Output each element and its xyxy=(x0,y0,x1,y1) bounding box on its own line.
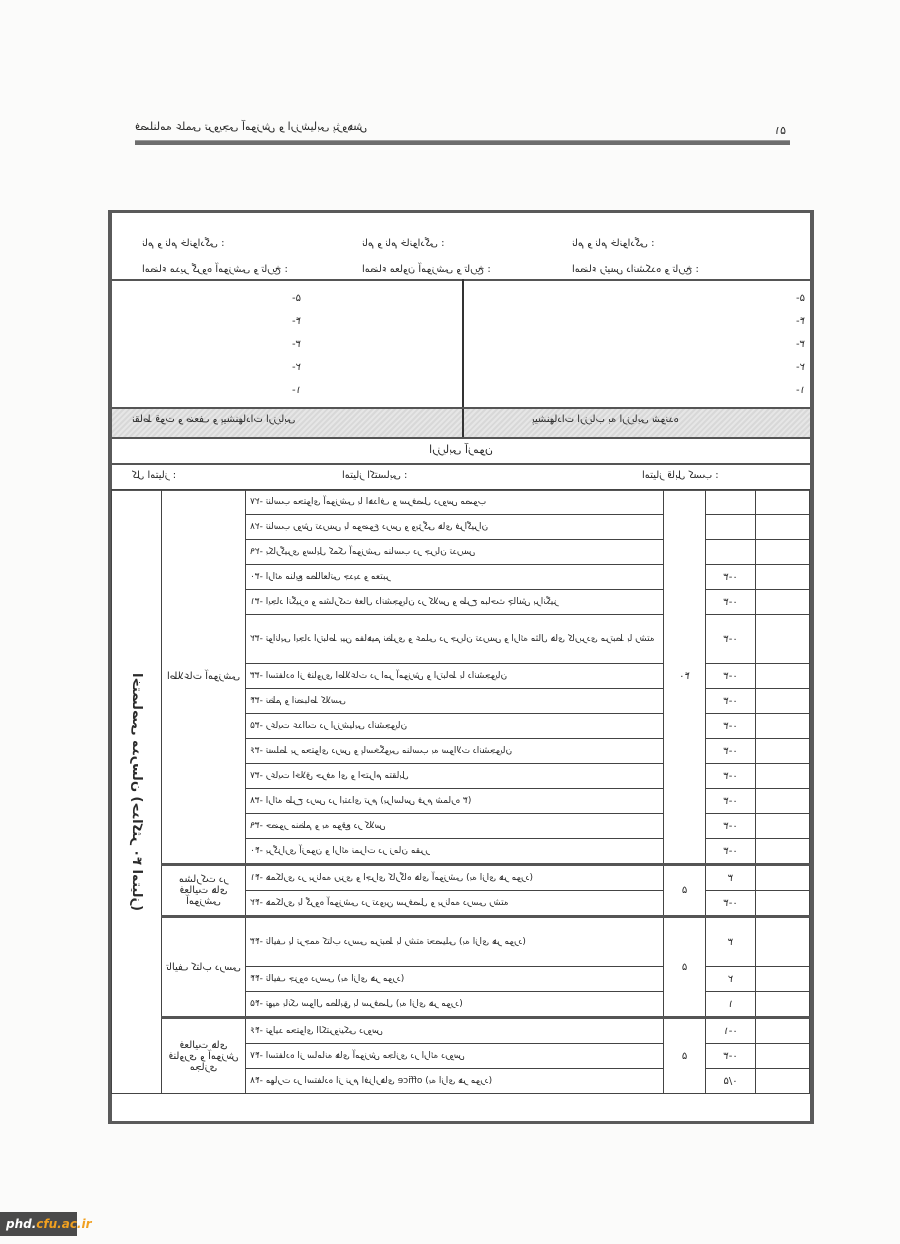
criterion: ۴۳- تالیف یا ترجمه کتاب درسی مرتبط با رشته تحصیلی (به ازای هر مورد) xyxy=(246,917,664,967)
acquired-cell[interactable] xyxy=(756,689,810,714)
line-2: ۲- xyxy=(292,362,301,373)
acquired-cell[interactable] xyxy=(756,891,810,917)
criterion: ۴۸- مهارت در استفاده از نرم افزارهای office (به ازای هر مورد) xyxy=(246,1069,664,1094)
criterion: ۳۳- استفاده از فناوری اطلاعات در امر آموزش و ارتباط با دانشجویان xyxy=(246,664,664,689)
score-cell: ۰-۳ xyxy=(706,714,756,739)
section-total: ۵ xyxy=(664,1018,706,1094)
acquired-cell[interactable] xyxy=(756,615,810,664)
section-total: ۵ xyxy=(664,917,706,1018)
score-cell: ۰-۳ xyxy=(706,615,756,664)
site-watermark xyxy=(0,1212,92,1236)
score-cell: ۰-۳ xyxy=(706,664,756,689)
line-1: ۱- xyxy=(292,385,301,396)
score-cell: ۰-۳ xyxy=(706,1044,756,1069)
category-label xyxy=(162,865,246,917)
watermark-domain: cfu.ac.ir xyxy=(36,1217,92,1231)
journal-title: فصلنامه علمی ترویجی آموزش و ارزشیابی پژوهش xyxy=(135,120,368,133)
acquired-cell[interactable] xyxy=(756,664,810,689)
signature-block xyxy=(112,213,810,281)
table-row xyxy=(112,1018,810,1044)
sign-label: امضاء مدیر گروه آموزشی و تاریخ : xyxy=(142,264,288,275)
criterion: ۲۸- تناسب روش تدریس با موضوع درس و ویژگی های فراگیران xyxy=(246,515,664,540)
acquired-score-label: امتیاز اکتسابی : xyxy=(342,470,408,481)
acquired-cell[interactable] xyxy=(756,490,810,515)
signature-cell-2 xyxy=(362,231,491,283)
score-cell: ۲ xyxy=(706,967,756,992)
acquired-cell[interactable] xyxy=(756,839,810,865)
category-text: مشارکت در فعالیت های آموزشی xyxy=(178,874,229,907)
criterion: ۳۷- رعایت اخلاق حرفه ای و احترام متقابل xyxy=(246,764,664,789)
page-number: ۵۱ xyxy=(774,124,786,137)
signature-cell-1 xyxy=(142,231,288,283)
score-cell: ۰-۱ xyxy=(706,1018,756,1044)
vertical-text: اختصاصی مدرسان (حداکثر ۴۰ امتیاز) xyxy=(129,672,144,911)
criterion: ۴۵- تهیه بانک سوال مطابق با سرفصل (به ازای هر مورد) xyxy=(246,992,664,1018)
category-label xyxy=(162,917,246,1018)
acquired-cell[interactable] xyxy=(756,565,810,590)
score-cell: ۰-۳ xyxy=(706,689,756,714)
score-cell: ۰-۳ xyxy=(706,814,756,839)
acquired-cell[interactable] xyxy=(756,714,810,739)
score-cell xyxy=(706,490,756,515)
score-cell: ۰-۳ xyxy=(706,565,756,590)
score-cell: ۳ xyxy=(706,917,756,967)
criterion: ۳۱- ایجاد انگیزه و مشارکت فعال دانشجویان در کلاس و طرح مباحث چالش برانگیز xyxy=(246,590,664,615)
sign-label: امضاء رئیس دانشکده و تاریخ : xyxy=(572,264,699,275)
criterion: ۳۰- ارائه منابع مطالعاتی جدید و معتبر xyxy=(246,565,664,590)
column-divider xyxy=(462,279,464,407)
score-cell: ۰-۳ xyxy=(706,764,756,789)
suggestions-heading: پیشنهادات ارزیاب به ارزیابی شونده xyxy=(532,414,679,425)
criterion: ۳۹- حضور منظم و به موقع در کلاس xyxy=(246,814,664,839)
signature-cell-3 xyxy=(572,231,699,283)
name-label: نام و نام خانوادگی : xyxy=(362,238,445,249)
acquired-cell[interactable] xyxy=(756,764,810,789)
criterion: ۴۲- همکاری با گروه آموزشی در تدوین سرفصل و برنامه درسی رشته xyxy=(246,891,664,917)
criterion: ۳۴- نظم و انضباط کلاسی xyxy=(246,689,664,714)
criterion: ۴۴- تالیف جزوه درسی (به ازای هر مورد) xyxy=(246,967,664,992)
score-cell: ۳ xyxy=(706,865,756,891)
line-2: ۲- xyxy=(796,362,805,373)
acquired-cell[interactable] xyxy=(756,540,810,565)
acquired-cell[interactable] xyxy=(756,967,810,992)
category-label xyxy=(162,1018,246,1094)
line-3: ۳- xyxy=(796,339,805,350)
category-text: فعالیت های فناوری و آموزش مجازی xyxy=(168,1039,239,1073)
section-total: ۵ xyxy=(664,865,706,917)
criterion: ۴۰- برگزاری آزمون و ارائه نمرات در زمان مقرر xyxy=(246,839,664,865)
table-row xyxy=(112,917,810,967)
header-rule xyxy=(135,140,790,145)
section-total: ۴۰ xyxy=(664,490,706,865)
watermark-prefix: phd. xyxy=(6,1217,37,1231)
criterion: ۳۶- تسلط بر محتوای درس و پاسخگویی مناسب به سوالات دانشجویان xyxy=(246,739,664,764)
criterion: ۳۸- ارائه طرح درس در ابتدای ترم (براساس فرم شماره ۳) xyxy=(246,789,664,814)
line-1: ۱- xyxy=(796,385,805,396)
line-5: ۵- xyxy=(292,293,301,304)
score-cell xyxy=(706,540,756,565)
criterion: ۳۲- توانایی ایجاد ارتباط بین مفاهیم نظری و عملی در جریان تدریس و ارائه مثال های کاربردی مرتبط با رشته xyxy=(246,615,664,664)
category-label xyxy=(162,490,246,865)
criteria-table xyxy=(111,489,810,1094)
acquired-cell[interactable] xyxy=(756,739,810,764)
score-cell: ۰-۳ xyxy=(706,789,756,814)
vertical-section-label xyxy=(112,490,162,1094)
acquired-cell[interactable] xyxy=(756,1044,810,1069)
line-5: ۵- xyxy=(796,293,805,304)
line-3: ۳- xyxy=(292,339,301,350)
criterion: ۴۱- همکاری در برنامه ریزی و اجرای کارگاه های آموزشی (به ازای هر مورد) xyxy=(246,865,664,891)
evaluation-title: ارزیابی آزمون xyxy=(112,437,810,465)
line-4: ۴- xyxy=(292,316,301,327)
comment-lines xyxy=(112,279,810,407)
column-divider xyxy=(462,409,464,437)
strengths-heading: نقاط قوت و ضعف و پیشنهادات ارزیابی xyxy=(132,414,296,425)
acquired-cell[interactable] xyxy=(756,1018,810,1044)
acquired-cell[interactable] xyxy=(756,590,810,615)
acquired-cell[interactable] xyxy=(756,515,810,540)
criterion: ۴۶- تولید محتوای الکترونیکی دروس xyxy=(246,1018,664,1044)
suggestions-list xyxy=(796,293,805,408)
category-text: تالیف کتاب درسی xyxy=(166,961,241,973)
score-cell: ۰-۳ xyxy=(706,739,756,764)
name-label: نام و نام خانوادگی : xyxy=(572,238,655,249)
score-cell: ۰-۳ xyxy=(706,839,756,865)
acquired-cell[interactable] xyxy=(756,1069,810,1094)
comments-header-band xyxy=(112,407,810,439)
criterion: ۴۷- استفاده از سامانه های آموزش مجازی در ارائه دروس xyxy=(246,1044,664,1069)
acquired-cell[interactable] xyxy=(756,992,810,1018)
score-cell: ۰-۳ xyxy=(706,590,756,615)
table-row xyxy=(112,490,810,515)
strengths-list xyxy=(292,293,301,408)
criterion: ۳۵- رعایت عدالت در ارزشیابی دانشجویان xyxy=(246,714,664,739)
score-cell: ۰/۵ xyxy=(706,1069,756,1094)
score-cell: ۰-۳ xyxy=(706,891,756,917)
criterion: ۲۹- بکارگیری وسایل کمک آموزشی مناسب در جریان تدریس xyxy=(246,540,664,565)
sign-label: امضاء معاون آموزشی و تاریخ : xyxy=(362,264,491,275)
acquired-cell[interactable] xyxy=(756,814,810,839)
score-cell: ۱ xyxy=(706,992,756,1018)
acquired-cell[interactable] xyxy=(756,865,810,891)
score-cell xyxy=(706,515,756,540)
obtainable-score-label: امتیاز قابل کسب : xyxy=(642,470,719,481)
category-text: اطلاعات آموزشی xyxy=(166,671,241,682)
score-summary xyxy=(112,463,810,491)
acquired-cell[interactable] xyxy=(756,789,810,814)
table-row xyxy=(112,865,810,891)
total-score-label: کل امتیاز : xyxy=(132,470,177,481)
page-header xyxy=(135,118,790,148)
line-4: ۴- xyxy=(796,316,805,327)
acquired-cell[interactable] xyxy=(756,917,810,967)
criterion: ۲۷- تناسب محتوای آموزشی با اهداف و سرفصل دروس مصوب xyxy=(246,490,664,515)
evaluation-form xyxy=(108,210,814,1124)
name-label: نام و نام خانوادگی : xyxy=(142,238,225,249)
